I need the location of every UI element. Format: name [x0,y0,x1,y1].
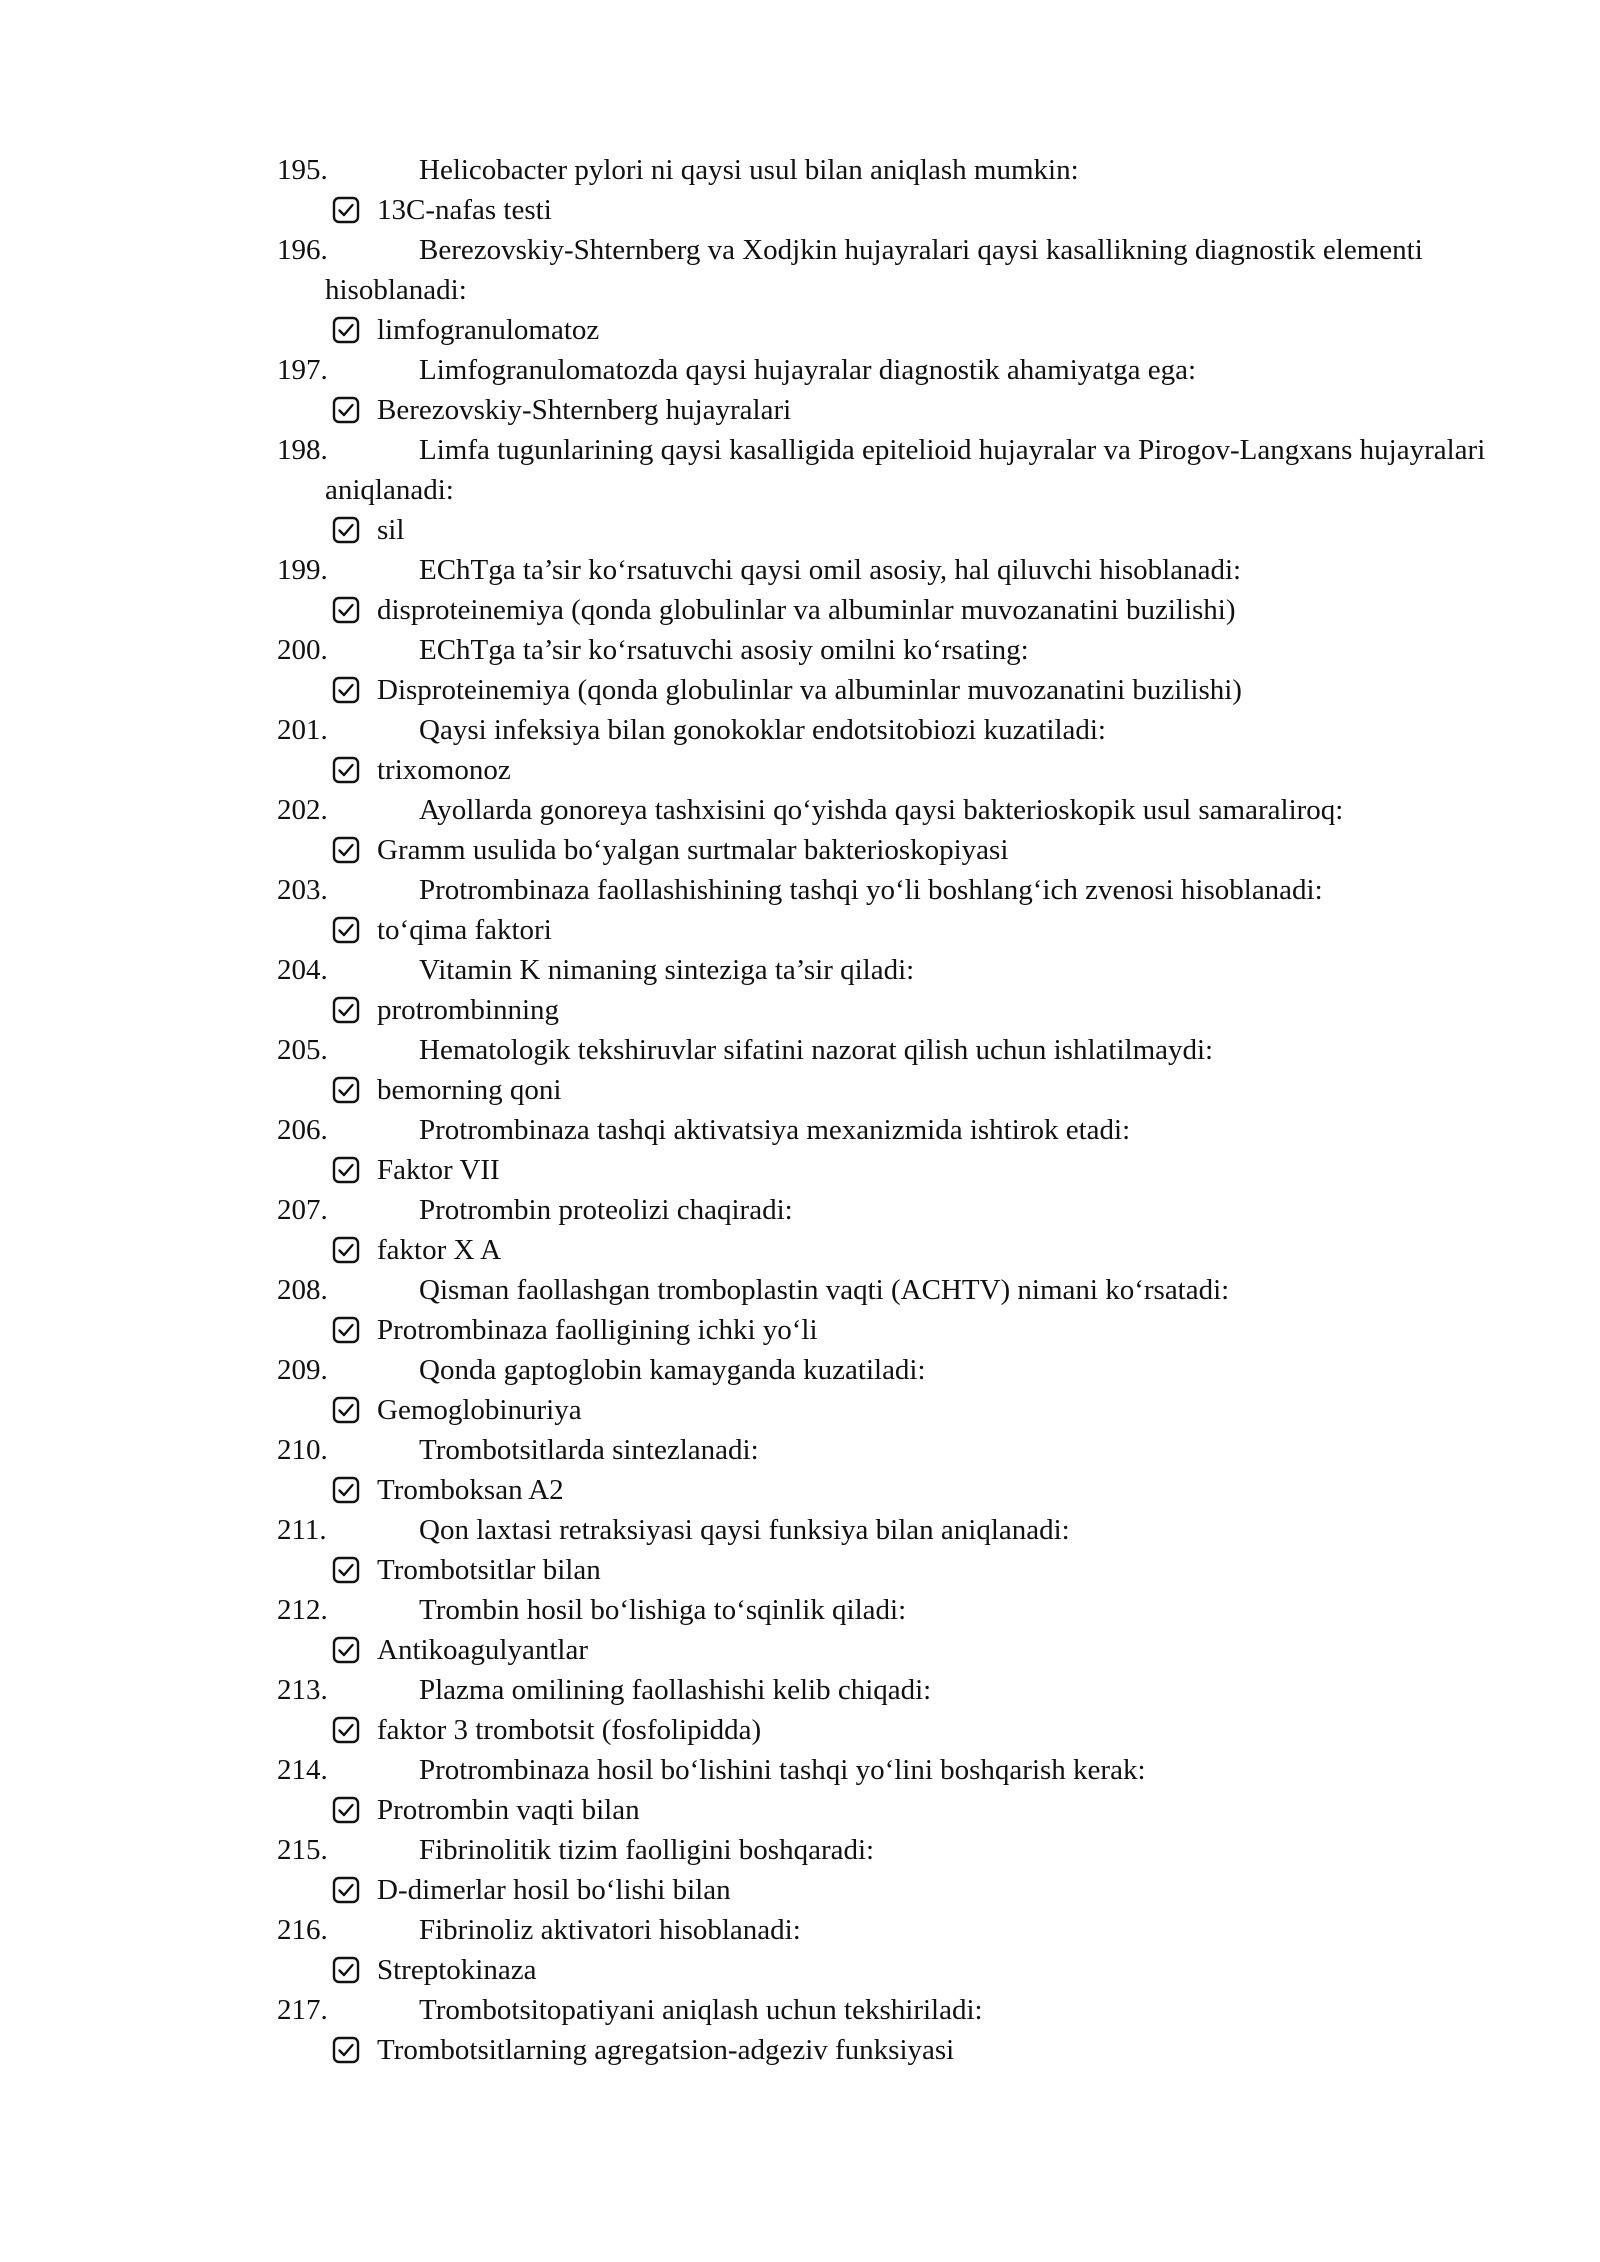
question [277,1110,1487,1150]
question-number: 200. [277,634,328,666]
answer-text: limfogranulomatoz [377,314,600,346]
checked-checkbox-icon [332,836,360,864]
answer-text: Protrombinaza faolligining ichki yo‘li [377,1314,818,1346]
answer [277,1310,1487,1350]
question-text: EChTga ta’sir ko‘rsatuvchi asosiy omilni ko‘rsating: [419,634,1029,666]
question-number: 214. [277,1754,328,1786]
question-number: 204. [277,954,328,986]
checked-checkbox-icon [332,916,360,944]
question-number: 198. [277,434,328,466]
question-number: 201. [277,714,328,746]
answer [277,670,1487,710]
checked-checkbox-icon [332,1556,360,1584]
question-list [277,150,1487,2070]
question [277,1990,1487,2030]
question [277,1750,1487,1790]
question-text: Protrombinaza hosil bo‘lishini tashqi yo‘lini boshqarish kerak: [419,1754,1146,1786]
question [277,1670,1487,1710]
checked-checkbox-icon [332,1796,360,1824]
answer [277,1790,1487,1830]
answer-text: faktor 3 trombotsit (fosfolipidda) [377,1714,762,1746]
answer-text: protrombinning [377,994,560,1026]
answer [277,390,1487,430]
question-number: 202. [277,794,328,826]
answer-text: Trombotsitlar bilan [377,1554,601,1586]
question-text: Plazma omilining faollashishi kelib chiqadi: [419,1674,932,1706]
question-number: 212. [277,1594,328,1626]
question-text: Qonda gaptoglobin kamayganda kuzatiladi: [419,1354,926,1386]
question-text: Trombotsitlarda sintezlanadi: [419,1434,759,1466]
checked-checkbox-icon [332,756,360,784]
answer [277,1150,1487,1190]
question [277,550,1487,590]
checked-checkbox-icon [332,196,360,224]
checked-checkbox-icon [332,1956,360,1984]
answer-text: trixomonoz [377,754,511,786]
question-number: 206. [277,1114,328,1146]
question-number: 208. [277,1274,328,1306]
question-text: Berezovskiy-Shternberg va Xodjkin hujayralari qaysi kasallikning diagnostik elementi hisoblanadi: [325,234,1423,306]
question [277,230,1487,310]
question-text: Protrombinaza tashqi aktivatsiya mexanizmida ishtirok etadi: [419,1114,1131,1146]
answer-text: D-dimerlar hosil bo‘lishi bilan [377,1874,731,1906]
answer [277,1710,1487,1750]
answer-text: Disproteinemiya (qonda globulinlar va albuminlar muvozanatini buzilishi) [377,674,1242,706]
checked-checkbox-icon [332,516,360,544]
checked-checkbox-icon [332,396,360,424]
question-number: 217. [277,1994,328,2026]
question [277,710,1487,750]
question-number: 196. [277,234,328,266]
answer-text: 13C-nafas testi [377,194,552,226]
question-number: 195. [277,154,328,186]
answer [277,990,1487,1030]
answer [277,1950,1487,1990]
answer [277,1070,1487,1110]
answer [277,750,1487,790]
question [277,1430,1487,1470]
question-text: Limfogranulomatozda qaysi hujayralar diagnostik ahamiyatga ega: [419,354,1197,386]
question [277,1910,1487,1950]
question [277,150,1487,190]
question-text: Fibrinoliz aktivatori hisoblanadi: [419,1914,801,1946]
question-text: Ayollarda gonoreya tashxisini qo‘yishda qaysi bakterioskopik usul samaraliroq: [419,794,1344,826]
question-number: 203. [277,874,328,906]
answer-text: Antikoagulyantlar [377,1634,589,1666]
question-number: 216. [277,1914,328,1946]
question-text: Vitamin K nimaning sinteziga ta’sir qiladi: [419,954,915,986]
question-number: 211. [277,1514,327,1546]
question [277,1590,1487,1630]
question [277,1830,1487,1870]
question-number: 210. [277,1434,328,1466]
question-text: Protrombinaza faollashishining tashqi yo‘li boshlang‘ich zvenosi hisoblanadi: [419,874,1323,906]
question-number: 213. [277,1674,328,1706]
question-text: Limfa tugunlarining qaysi kasalligida epitelioid hujayralar va Pirogov-Langxans hujayralari aniqlanadi: [325,434,1486,506]
answer-text: Tromboksan A2 [377,1474,564,1506]
question-number: 205. [277,1034,328,1066]
checked-checkbox-icon [332,1156,360,1184]
question-number: 207. [277,1194,328,1226]
question-text: Trombin hosil bo‘lishiga to‘sqinlik qiladi: [419,1594,907,1626]
question [277,430,1487,510]
question-number: 199. [277,554,328,586]
answer [277,1470,1487,1510]
answer-text: Faktor VII [377,1154,500,1186]
checked-checkbox-icon [332,1476,360,1504]
answer [277,1870,1487,1910]
answer-text: Streptokinaza [377,1954,537,1986]
answer [277,1550,1487,1590]
question-text: Hematologik tekshiruvlar sifatini nazorat qilish uchun ishlatilmaydi: [419,1034,1214,1066]
checked-checkbox-icon [332,2036,360,2064]
answer [277,510,1487,550]
checked-checkbox-icon [332,316,360,344]
answer [277,1230,1487,1270]
question [277,1190,1487,1230]
question-text: Qisman faollashgan tromboplastin vaqti (ACHTV) nimani ko‘rsatadi: [419,1274,1230,1306]
question [277,950,1487,990]
answer-text: sil [377,514,405,546]
question-text: Protrombin proteolizi chaqiradi: [419,1194,793,1226]
answer [277,910,1487,950]
answer-text: bemorning qoni [377,1074,562,1106]
checked-checkbox-icon [332,1236,360,1264]
question-number: 197. [277,354,328,386]
question-text: Trombotsitopatiyani aniqlash uchun tekshiriladi: [419,1994,983,2026]
question-text: Qon laxtasi retraksiyasi qaysi funksiya bilan aniqlanadi: [419,1514,1070,1546]
question-number: 209. [277,1354,328,1386]
answer-text: faktor X A [377,1234,502,1266]
checked-checkbox-icon [332,1396,360,1424]
checked-checkbox-icon [332,596,360,624]
checked-checkbox-icon [332,1316,360,1344]
answer [277,190,1487,230]
answer-text: Berezovskiy-Shternberg hujayralari [377,394,792,426]
checked-checkbox-icon [332,996,360,1024]
question-number: 215. [277,1834,328,1866]
answer-text: Trombotsitlarning agregatsion-adgeziv funksiyasi [377,2034,955,2066]
checked-checkbox-icon [332,1076,360,1104]
question [277,1510,1487,1550]
question [277,790,1487,830]
answer [277,1390,1487,1430]
answer [277,830,1487,870]
answer-text: to‘qima faktori [377,914,552,946]
answer [277,2030,1487,2070]
checked-checkbox-icon [332,1716,360,1744]
question-text: EChTga ta’sir ko‘rsatuvchi qaysi omil asosiy, hal qiluvchi hisoblanadi: [419,554,1242,586]
question [277,350,1487,390]
checked-checkbox-icon [332,1636,360,1664]
question [277,1270,1487,1310]
question [277,1030,1487,1070]
question [277,630,1487,670]
question-text: Helicobacter pylori ni qaysi usul bilan aniqlash mumkin: [419,154,1079,186]
answer-text: Gemoglobinuriya [377,1394,582,1426]
answer-text: Gramm usulida bo‘yalgan surtmalar bakterioskopiyasi [377,834,1009,866]
checked-checkbox-icon [332,676,360,704]
question [277,1350,1487,1390]
answer [277,1630,1487,1670]
question-text: Fibrinolitik tizim faolligini boshqaradi: [419,1834,875,1866]
question-text: Qaysi infeksiya bilan gonokoklar endotsitobiozi kuzatiladi: [419,714,1106,746]
answer [277,590,1487,630]
checked-checkbox-icon [332,1876,360,1904]
question [277,870,1487,910]
answer-text: disproteinemiya (qonda globulinlar va albuminlar muvozanatini buzilishi) [377,594,1236,626]
answer [277,310,1487,350]
answer-text: Protrombin vaqti bilan [377,1794,640,1826]
